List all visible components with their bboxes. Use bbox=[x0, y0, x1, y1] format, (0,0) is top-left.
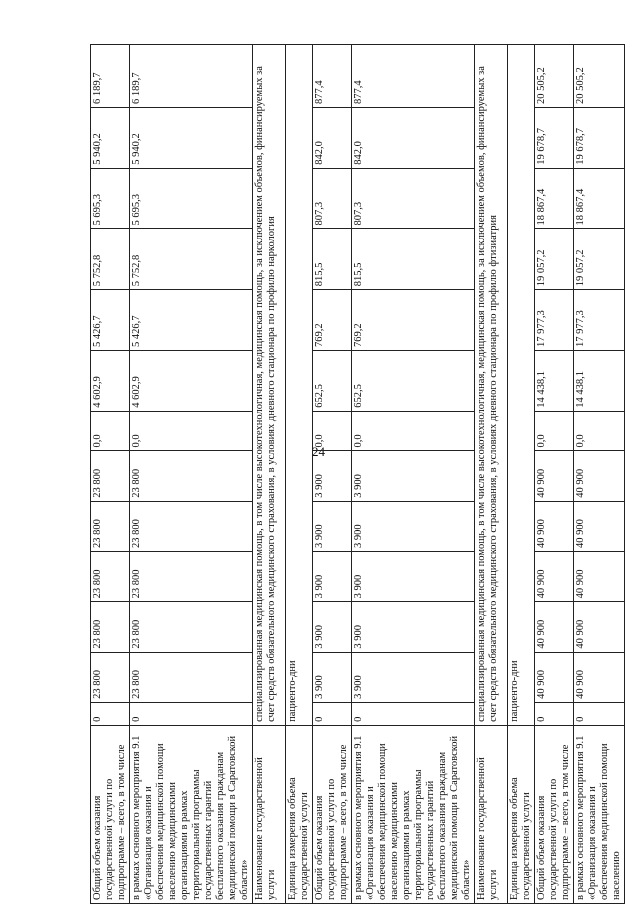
value-cell: 807,3 bbox=[352, 168, 475, 229]
value-cell: 19 057,2 bbox=[574, 229, 625, 290]
value-cell: 4 602,9 bbox=[91, 350, 130, 411]
value-cell: 3 900 bbox=[313, 602, 352, 652]
value-cell: 20 505,2 bbox=[535, 45, 574, 108]
table-row bbox=[508, 45, 535, 904]
value-cell: 0 bbox=[574, 702, 625, 725]
value-cell: 0,0 bbox=[130, 411, 253, 451]
value-cell: 0 bbox=[352, 702, 475, 725]
row-label: Наименование государственной услуги bbox=[253, 725, 286, 903]
value-cell: 40 900 bbox=[574, 501, 625, 551]
value-cell: 23 800 bbox=[91, 451, 130, 501]
value-cell: 40 900 bbox=[535, 602, 574, 652]
row-label: в рамках основного мероприятия 9.1 «Организация оказания и обеспечения медицинской помощи населению bbox=[574, 725, 625, 903]
value-cell: 19 678,7 bbox=[574, 107, 625, 168]
value-cell: 0 bbox=[313, 702, 352, 725]
value-cell: 5 695,3 bbox=[130, 168, 253, 229]
value-cell: 6 189,7 bbox=[91, 45, 130, 108]
value-cell: 23 800 bbox=[91, 602, 130, 652]
service-name-cell: специализированная медицинская помощь, в том числе высокотехнологичная, медицинская помощь, за исключением объемов, финансируемых за счет средств обязательного медицинского страхования, в условиях дневного стационара по профилю наркология bbox=[253, 45, 286, 726]
rotated-table-region bbox=[90, 44, 620, 904]
value-cell: 0,0 bbox=[352, 411, 475, 451]
service-name-cell: специализированная медицинская помощь, в том числе высокотехнологичная, медицинская помощь, за исключением объемов, финансируемых за счет средств обязательного медицинского страхования, в условиях дневного стационара по профилю фтизиатрия bbox=[475, 45, 508, 726]
value-cell: 14 438,1 bbox=[535, 350, 574, 411]
row-label: Общий объем оказания государственной услуги по подпрограмме – всего, в том числе bbox=[91, 725, 130, 903]
value-cell: 3 900 bbox=[313, 552, 352, 602]
value-cell: 0,0 bbox=[313, 411, 352, 451]
value-cell: 23 800 bbox=[91, 501, 130, 551]
row-label: Общий объем оказания государственной услуги по подпрограмме – всего, в том числе bbox=[313, 725, 352, 903]
value-cell: 652,5 bbox=[352, 350, 475, 411]
table-row bbox=[253, 45, 286, 904]
table-row bbox=[286, 45, 313, 904]
table-row bbox=[130, 45, 253, 904]
value-cell: 23 800 bbox=[91, 552, 130, 602]
value-cell: 0 bbox=[535, 702, 574, 725]
value-cell: 3 900 bbox=[313, 501, 352, 551]
value-cell: 877,4 bbox=[352, 45, 475, 108]
page-number: 24 bbox=[312, 444, 325, 459]
value-cell: 5 426,7 bbox=[91, 290, 130, 351]
value-cell: 0 bbox=[91, 702, 130, 725]
table-wrapper bbox=[90, 44, 620, 904]
value-cell: 5 752,8 bbox=[130, 229, 253, 290]
table-row bbox=[352, 45, 475, 904]
row-label: в рамках основного мероприятия 9.1 «Организация оказания и обеспечения медицинской помощи населению медицинскими организациями в рамках территориальной программы государственных гарантий бесплатного оказания гражданам медицинской помощи в Саратовской области» bbox=[130, 725, 253, 903]
value-cell: 18 867,4 bbox=[574, 168, 625, 229]
value-cell: 17 977,3 bbox=[535, 290, 574, 351]
value-cell: 5 695,3 bbox=[91, 168, 130, 229]
row-label: в рамках основного мероприятия 9.1 «Организация оказания и обеспечения медицинской помощи населению медицинскими организациями в рамках территориальной программы государственных гарантий бесплатного оказания гражданам медицинской помощи в Саратовской области» bbox=[352, 725, 475, 903]
value-cell: 40 900 bbox=[535, 501, 574, 551]
value-cell: 0,0 bbox=[574, 411, 625, 451]
table-row bbox=[91, 45, 130, 904]
table-row bbox=[313, 45, 352, 904]
value-cell: 40 900 bbox=[535, 652, 574, 702]
unit-cell: пациенто-дни bbox=[286, 45, 313, 726]
table-row bbox=[475, 45, 508, 904]
value-cell: 5 752,8 bbox=[91, 229, 130, 290]
value-cell: 40 900 bbox=[574, 552, 625, 602]
value-cell: 3 900 bbox=[313, 451, 352, 501]
value-cell: 815,5 bbox=[313, 229, 352, 290]
value-cell: 40 900 bbox=[574, 652, 625, 702]
value-cell: 4 602,9 bbox=[130, 350, 253, 411]
value-cell: 769,2 bbox=[313, 290, 352, 351]
value-cell: 842,0 bbox=[313, 107, 352, 168]
value-cell: 23 800 bbox=[130, 451, 253, 501]
value-cell: 40 900 bbox=[574, 451, 625, 501]
value-cell: 19 057,2 bbox=[535, 229, 574, 290]
value-cell: 40 900 bbox=[535, 552, 574, 602]
value-cell: 3 900 bbox=[352, 501, 475, 551]
value-cell: 23 800 bbox=[91, 652, 130, 702]
value-cell: 23 800 bbox=[130, 501, 253, 551]
value-cell: 652,5 bbox=[313, 350, 352, 411]
row-label: Наименование государственной услуги bbox=[475, 725, 508, 903]
unit-cell: пациенто-дни bbox=[508, 45, 535, 726]
table-row bbox=[574, 45, 625, 904]
value-cell: 23 800 bbox=[130, 552, 253, 602]
value-cell: 5 940,2 bbox=[130, 107, 253, 168]
value-cell: 0 bbox=[130, 702, 253, 725]
table-row bbox=[535, 45, 574, 904]
value-cell: 6 189,7 bbox=[130, 45, 253, 108]
value-cell: 3 900 bbox=[352, 602, 475, 652]
value-cell: 3 900 bbox=[352, 552, 475, 602]
value-cell: 20 505,2 bbox=[574, 45, 625, 108]
value-cell: 0,0 bbox=[535, 411, 574, 451]
value-cell: 3 900 bbox=[352, 652, 475, 702]
value-cell: 5 426,7 bbox=[130, 290, 253, 351]
value-cell: 0,0 bbox=[91, 411, 130, 451]
value-cell: 3 900 bbox=[313, 652, 352, 702]
value-cell: 18 867,4 bbox=[535, 168, 574, 229]
value-cell: 842,0 bbox=[352, 107, 475, 168]
value-cell: 40 900 bbox=[574, 602, 625, 652]
value-cell: 815,5 bbox=[352, 229, 475, 290]
value-cell: 769,2 bbox=[352, 290, 475, 351]
value-cell: 5 940,2 bbox=[91, 107, 130, 168]
row-label: Единица измерения объема государственной услуги bbox=[286, 725, 313, 903]
value-cell: 40 900 bbox=[535, 451, 574, 501]
value-cell: 807,3 bbox=[313, 168, 352, 229]
value-cell: 3 900 bbox=[352, 451, 475, 501]
value-cell: 19 678,7 bbox=[535, 107, 574, 168]
row-label: Общий объем оказания государственной услуги по подпрограмме – всего, в том числе bbox=[535, 725, 574, 903]
value-cell: 14 438,1 bbox=[574, 350, 625, 411]
value-cell: 23 800 bbox=[130, 602, 253, 652]
row-label: Единица измерения объема государственной услуги bbox=[508, 725, 535, 903]
value-cell: 23 800 bbox=[130, 652, 253, 702]
value-cell: 877,4 bbox=[313, 45, 352, 108]
value-cell: 17 977,3 bbox=[574, 290, 625, 351]
data-table bbox=[90, 44, 625, 904]
